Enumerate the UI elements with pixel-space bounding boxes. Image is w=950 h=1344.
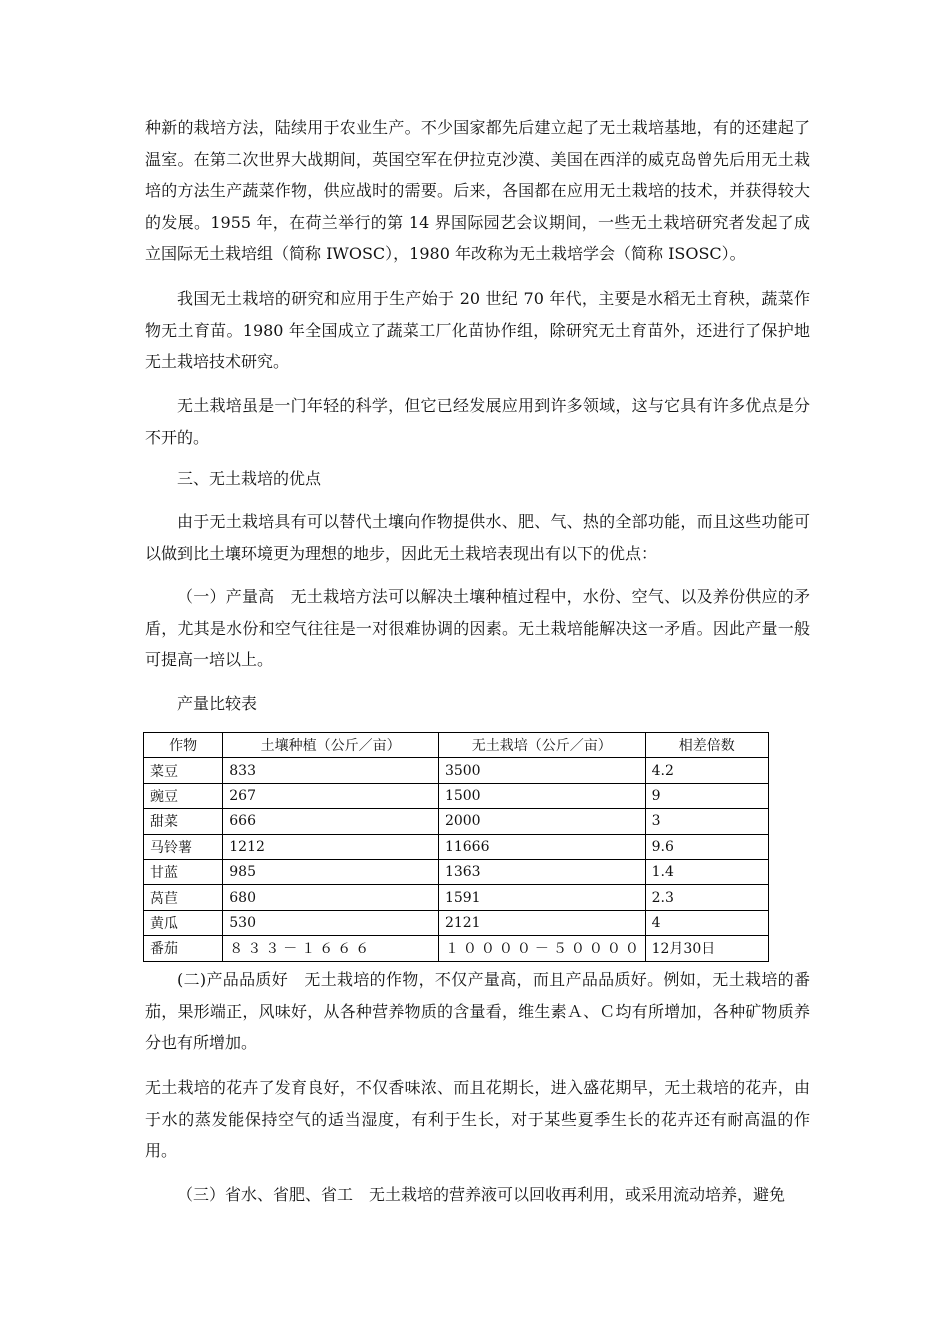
paragraph-flowers: 无土栽培的花卉了发育良好，不仅香味浓、而且花期长，进入盛花期早，无土栽培的花卉，由于水的蒸发能保持空气的适当湿度，有利于生长，对于某些夏季生长的花卉还有耐高温的作用。 xyxy=(145,1078,810,1160)
cell-soil: 833 xyxy=(223,758,439,783)
cell-soil: 267 xyxy=(223,783,439,808)
cell-ratio: 12月30日 xyxy=(645,936,768,961)
table-row xyxy=(144,936,769,961)
cell-ratio: 2.3 xyxy=(645,885,768,910)
cell-soil: 680 xyxy=(223,885,439,910)
column-header-soil: 土壤种植（公斤／亩） xyxy=(223,733,439,758)
cell-crop: 菜豆 xyxy=(144,758,223,783)
cell-crop: 豌豆 xyxy=(144,783,223,808)
cell-soilless: 2000 xyxy=(438,809,645,834)
table-title: 产量比较表 xyxy=(177,694,258,713)
table-row xyxy=(144,783,769,808)
cell-soil: 985 xyxy=(223,859,439,884)
paragraph-history: 种新的栽培方法，陆续用于农业生产。不少国家都先后建立起了无土栽培基地，有的还建起了温室。在第二次世界大战期间，英国空军在伊拉克沙漠、美国在西洋的威克岛曾先后用无土栽培的方法生产蔬菜作物，供应战时的需要。后来，各国都在应用无土栽培的技术，并获得较大的发展。1955 年，在荷兰举行的第 14 界国际园艺会议期间，一些无土栽培研究者发起了成立国际无土栽培组（简称 IWOSC），1980 年改称为无土栽培学会（简称 ISOSC）。 xyxy=(145,118,810,263)
cell-soil: 530 xyxy=(223,910,439,935)
cell-ratio: 4 xyxy=(645,910,768,935)
cell-soilless: 1363 xyxy=(438,859,645,884)
cell-crop: 黄瓜 xyxy=(144,910,223,935)
table-row xyxy=(144,834,769,859)
cell-soil: 666 xyxy=(223,809,439,834)
cell-crop: 甜菜 xyxy=(144,809,223,834)
cell-ratio: 4.2 xyxy=(645,758,768,783)
column-header-soilless: 无土栽培（公斤／亩） xyxy=(438,733,645,758)
section-heading-advantages: 三、无土栽培的优点 xyxy=(177,469,322,488)
cell-ratio: 9.6 xyxy=(645,834,768,859)
cell-crop: 莴苣 xyxy=(144,885,223,910)
column-header-ratio: 相差倍数 xyxy=(645,733,768,758)
paragraph-high-yield: （一）产量高 无土栽培方法可以解决土壤种植过程中，水份、空气、以及养份供应的矛盾，尤其是水份和空气往往是一对很难协调的因素。无土栽培能解决这一矛盾。因此产量一般可提高一培以上。 xyxy=(145,587,810,669)
cell-soil: ８３３－１６６６ xyxy=(223,936,439,961)
cell-ratio: 9 xyxy=(645,783,768,808)
cell-ratio: 3 xyxy=(645,809,768,834)
paragraph-save-resources: （三）省水、省肥、省工 无土栽培的营养液可以回收再利用，或采用流动培养，避免 xyxy=(177,1185,786,1204)
table-row xyxy=(144,859,769,884)
table-row xyxy=(144,910,769,935)
cell-soilless: 3500 xyxy=(438,758,645,783)
paragraph-quality: (二)产品品质好 无土栽培的作物，不仅产量高，而且产品品质好。例如，无土栽培的番茄，果形端正，风味好，从各种营养物质的含量看，维生素Ａ、Ｃ均有所增加，各种矿物质养分也有所增加。 xyxy=(145,970,810,1052)
cell-soilless: 11666 xyxy=(438,834,645,859)
cell-soilless: １００００－５００００ xyxy=(438,936,645,961)
table-row xyxy=(144,809,769,834)
table-row xyxy=(144,885,769,910)
paragraph-china-research: 我国无土栽培的研究和应用于生产始于 20 世纪 70 年代，主要是水稻无土育秧，蔬菜作物无土育苗。1980 年全国成立了蔬菜工厂化苗协作组，除研究无土育苗外，还进行了保护地无土栽培技术研究。 xyxy=(145,289,810,371)
cell-soilless: 1500 xyxy=(438,783,645,808)
cell-soil: 1212 xyxy=(223,834,439,859)
cell-soilless: 1591 xyxy=(438,885,645,910)
cell-crop: 甘蓝 xyxy=(144,859,223,884)
paragraph-young-science: 无土栽培虽是一门年轻的科学，但它已经发展应用到许多领域，这与它具有许多优点是分不开的。 xyxy=(145,396,810,447)
table-header-row xyxy=(144,733,769,758)
cell-soilless: 2121 xyxy=(438,910,645,935)
yield-comparison-table xyxy=(143,732,769,962)
column-header-crop: 作物 xyxy=(144,733,223,758)
paragraph-advantages-intro: 由于无土栽培具有可以替代土壤向作物提供水、肥、气、热的全部功能，而且这些功能可以做到比土壤环境更为理想的地步，因此无土栽培表现出有以下的优点： xyxy=(145,512,810,563)
cell-crop: 马铃薯 xyxy=(144,834,223,859)
cell-crop: 番茄 xyxy=(144,936,223,961)
table-row xyxy=(144,758,769,783)
cell-ratio: 1.4 xyxy=(645,859,768,884)
